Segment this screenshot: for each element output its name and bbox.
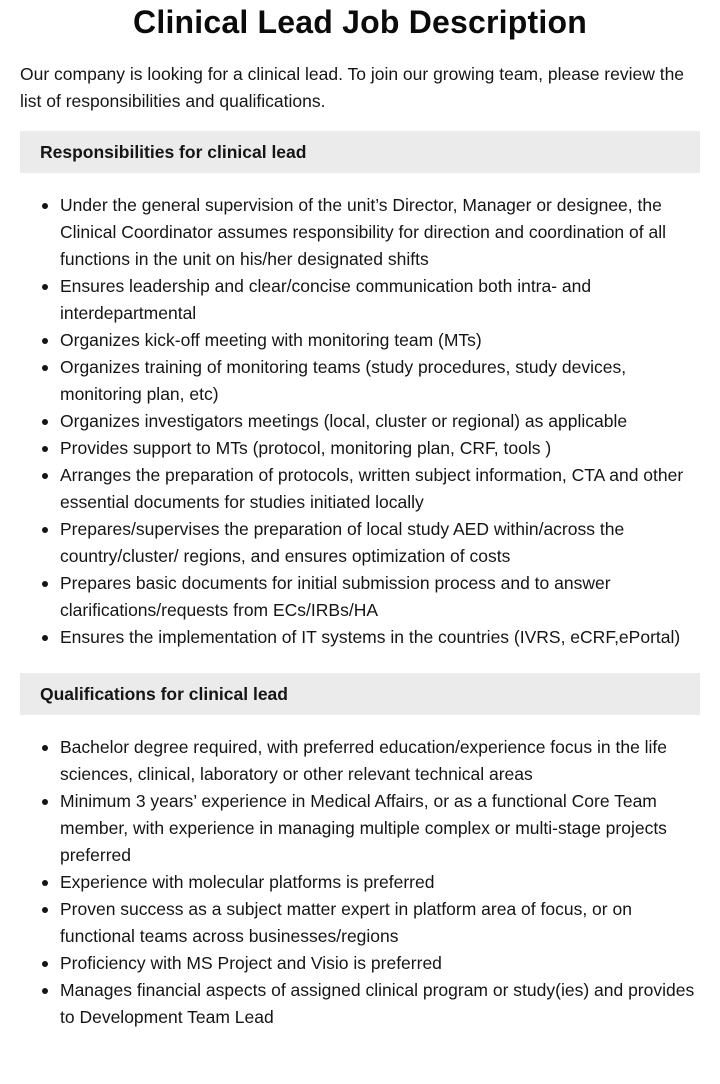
list-item: Arranges the preparation of protocols, written subject information, CTA and other essential documents for studies initiated locally: [60, 462, 700, 516]
list-item: Bachelor degree required, with preferred education/experience focus in the life sciences, clinical, laboratory or other relevant technical areas: [60, 734, 700, 788]
page-title: Clinical Lead Job Description: [133, 4, 587, 40]
responsibilities-list: [20, 192, 700, 651]
list-item: Prepares basic documents for initial submission process and to answer clarifications/requests from ECs/IRBs/HA: [60, 570, 700, 624]
list-item: Under the general supervision of the unit’s Director, Manager or designee, the Clinical Coordinator assumes responsibility for direction and coordination of all functions in the unit on his/her designated shifts: [60, 192, 700, 273]
list-item: Organizes investigators meetings (local, cluster or regional) as applicable: [60, 408, 700, 435]
list-item: Minimum 3 years’ experience in Medical Affairs, or as a functional Core Team member, with experience in managing multiple complex or multi-stage projects preferred: [60, 788, 700, 869]
qualifications-list: [20, 734, 700, 1031]
list-item: Organizes kick-off meeting with monitoring team (MTs): [60, 327, 700, 354]
list-item: Proficiency with MS Project and Visio is preferred: [60, 950, 700, 977]
list-item: Ensures the implementation of IT systems in the countries (IVRS, eCRF,ePortal): [60, 624, 700, 651]
list-item: Experience with molecular platforms is preferred: [60, 869, 700, 896]
list-item: Proven success as a subject matter expert in platform area of focus, or on functional teams across businesses/regions: [60, 896, 700, 950]
qualifications-heading: Qualifications for clinical lead: [20, 673, 700, 715]
list-item: Manages financial aspects of assigned clinical program or study(ies) and provides to Development Team Lead: [60, 977, 700, 1031]
list-item: Provides support to MTs (protocol, monitoring plan, CRF, tools ): [60, 435, 700, 462]
responsibilities-heading: Responsibilities for clinical lead: [20, 131, 700, 173]
list-item: Ensures leadership and clear/concise communication both intra- and interdepartmental: [60, 273, 700, 327]
list-item: Prepares/supervises the preparation of local study AED within/across the country/cluster/ regions, and ensures optimization of costs: [60, 516, 700, 570]
intro-paragraph: Our company is looking for a clinical lead. To join our growing team, please review the list of responsibilities and qualifications.: [20, 64, 685, 111]
list-item: Organizes training of monitoring teams (study procedures, study devices, monitoring plan, etc): [60, 354, 700, 408]
